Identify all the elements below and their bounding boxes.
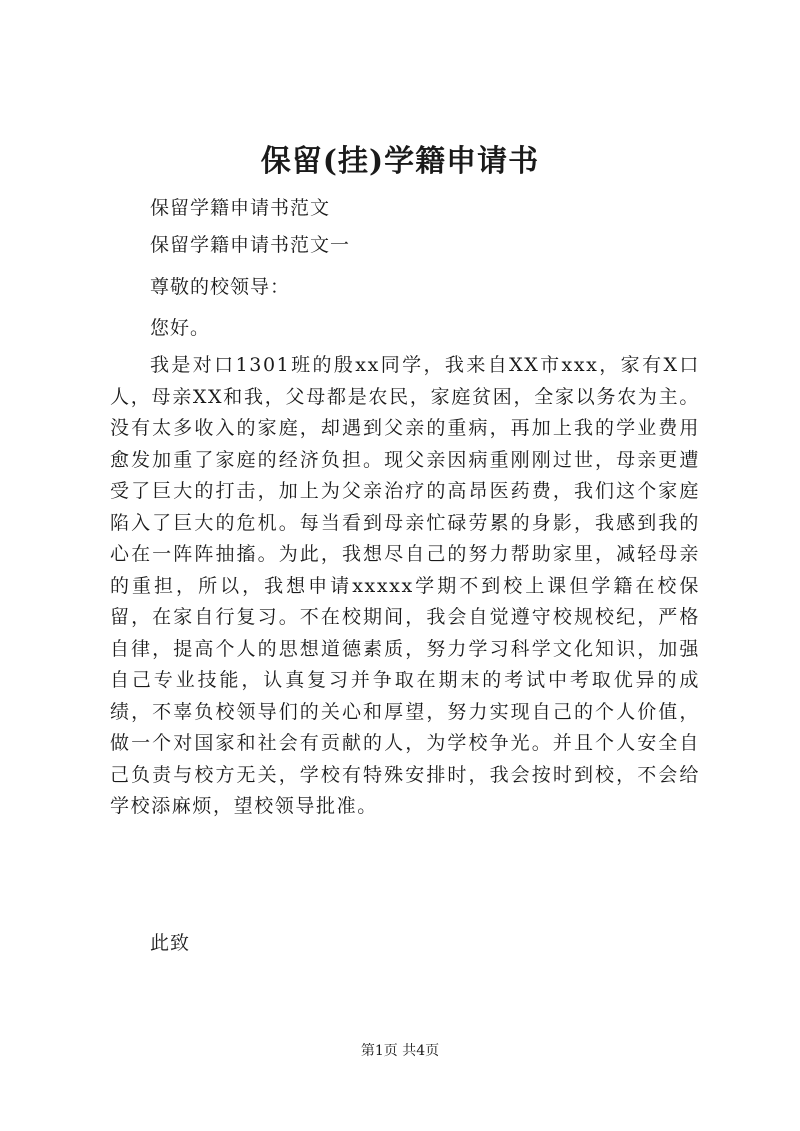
closing: 此致 bbox=[150, 932, 191, 954]
greeting: 您好。 bbox=[150, 317, 211, 339]
salutation: 尊敬的校领导： bbox=[150, 276, 291, 298]
subtitle: 保留学籍申请书范文 bbox=[150, 197, 331, 219]
body-paragraph: 我是对口1301班的殷xx同学，我来自XX市xxx，家有X口人，母亲XX和我，父母都是农民，家庭贫困，全家以务农为主。没有太多收入的家庭，却遇到父亲的重病，再加上我的学业费用愈发加重了家庭的经济负担。现父亲因病重刚刚过世，母亲更遭受了巨大的打击，加上为父亲治疗的高昂医药费，我们这个家庭陷入了巨大的危机。每当看到母亲忙碌劳累的身影，我感到我的心在一阵阵抽搐。为此，我想尽自己的努力帮助家里，减轻母亲的重担，所以，我想申请xxxxx学期不到校上课但学籍在校保留，在家自行复习。不在校期间，我会自觉遵守校规校纪，严格自律，提高个人的思想道德素质，努力学习科学文化知识，加强自己专业技能，认真复习并争取在期末的考试中考取优异的成绩，不辜负校领导们的关心和厚望，努力实现自己的个人价值，做一个对国家和社会有贡献的人，为学校争光。并且个人安全自己负责与校方无关，学校有特殊安排时，我会按时到校，不会给学校添麻烦，望校领导批准。 bbox=[110, 354, 700, 817]
document-title: 保留(挂)学籍申请书 bbox=[260, 144, 540, 179]
sample-heading: 保留学籍申请书范文一 bbox=[150, 234, 351, 256]
page-indicator: 第1页 共4页 bbox=[360, 1043, 440, 1059]
